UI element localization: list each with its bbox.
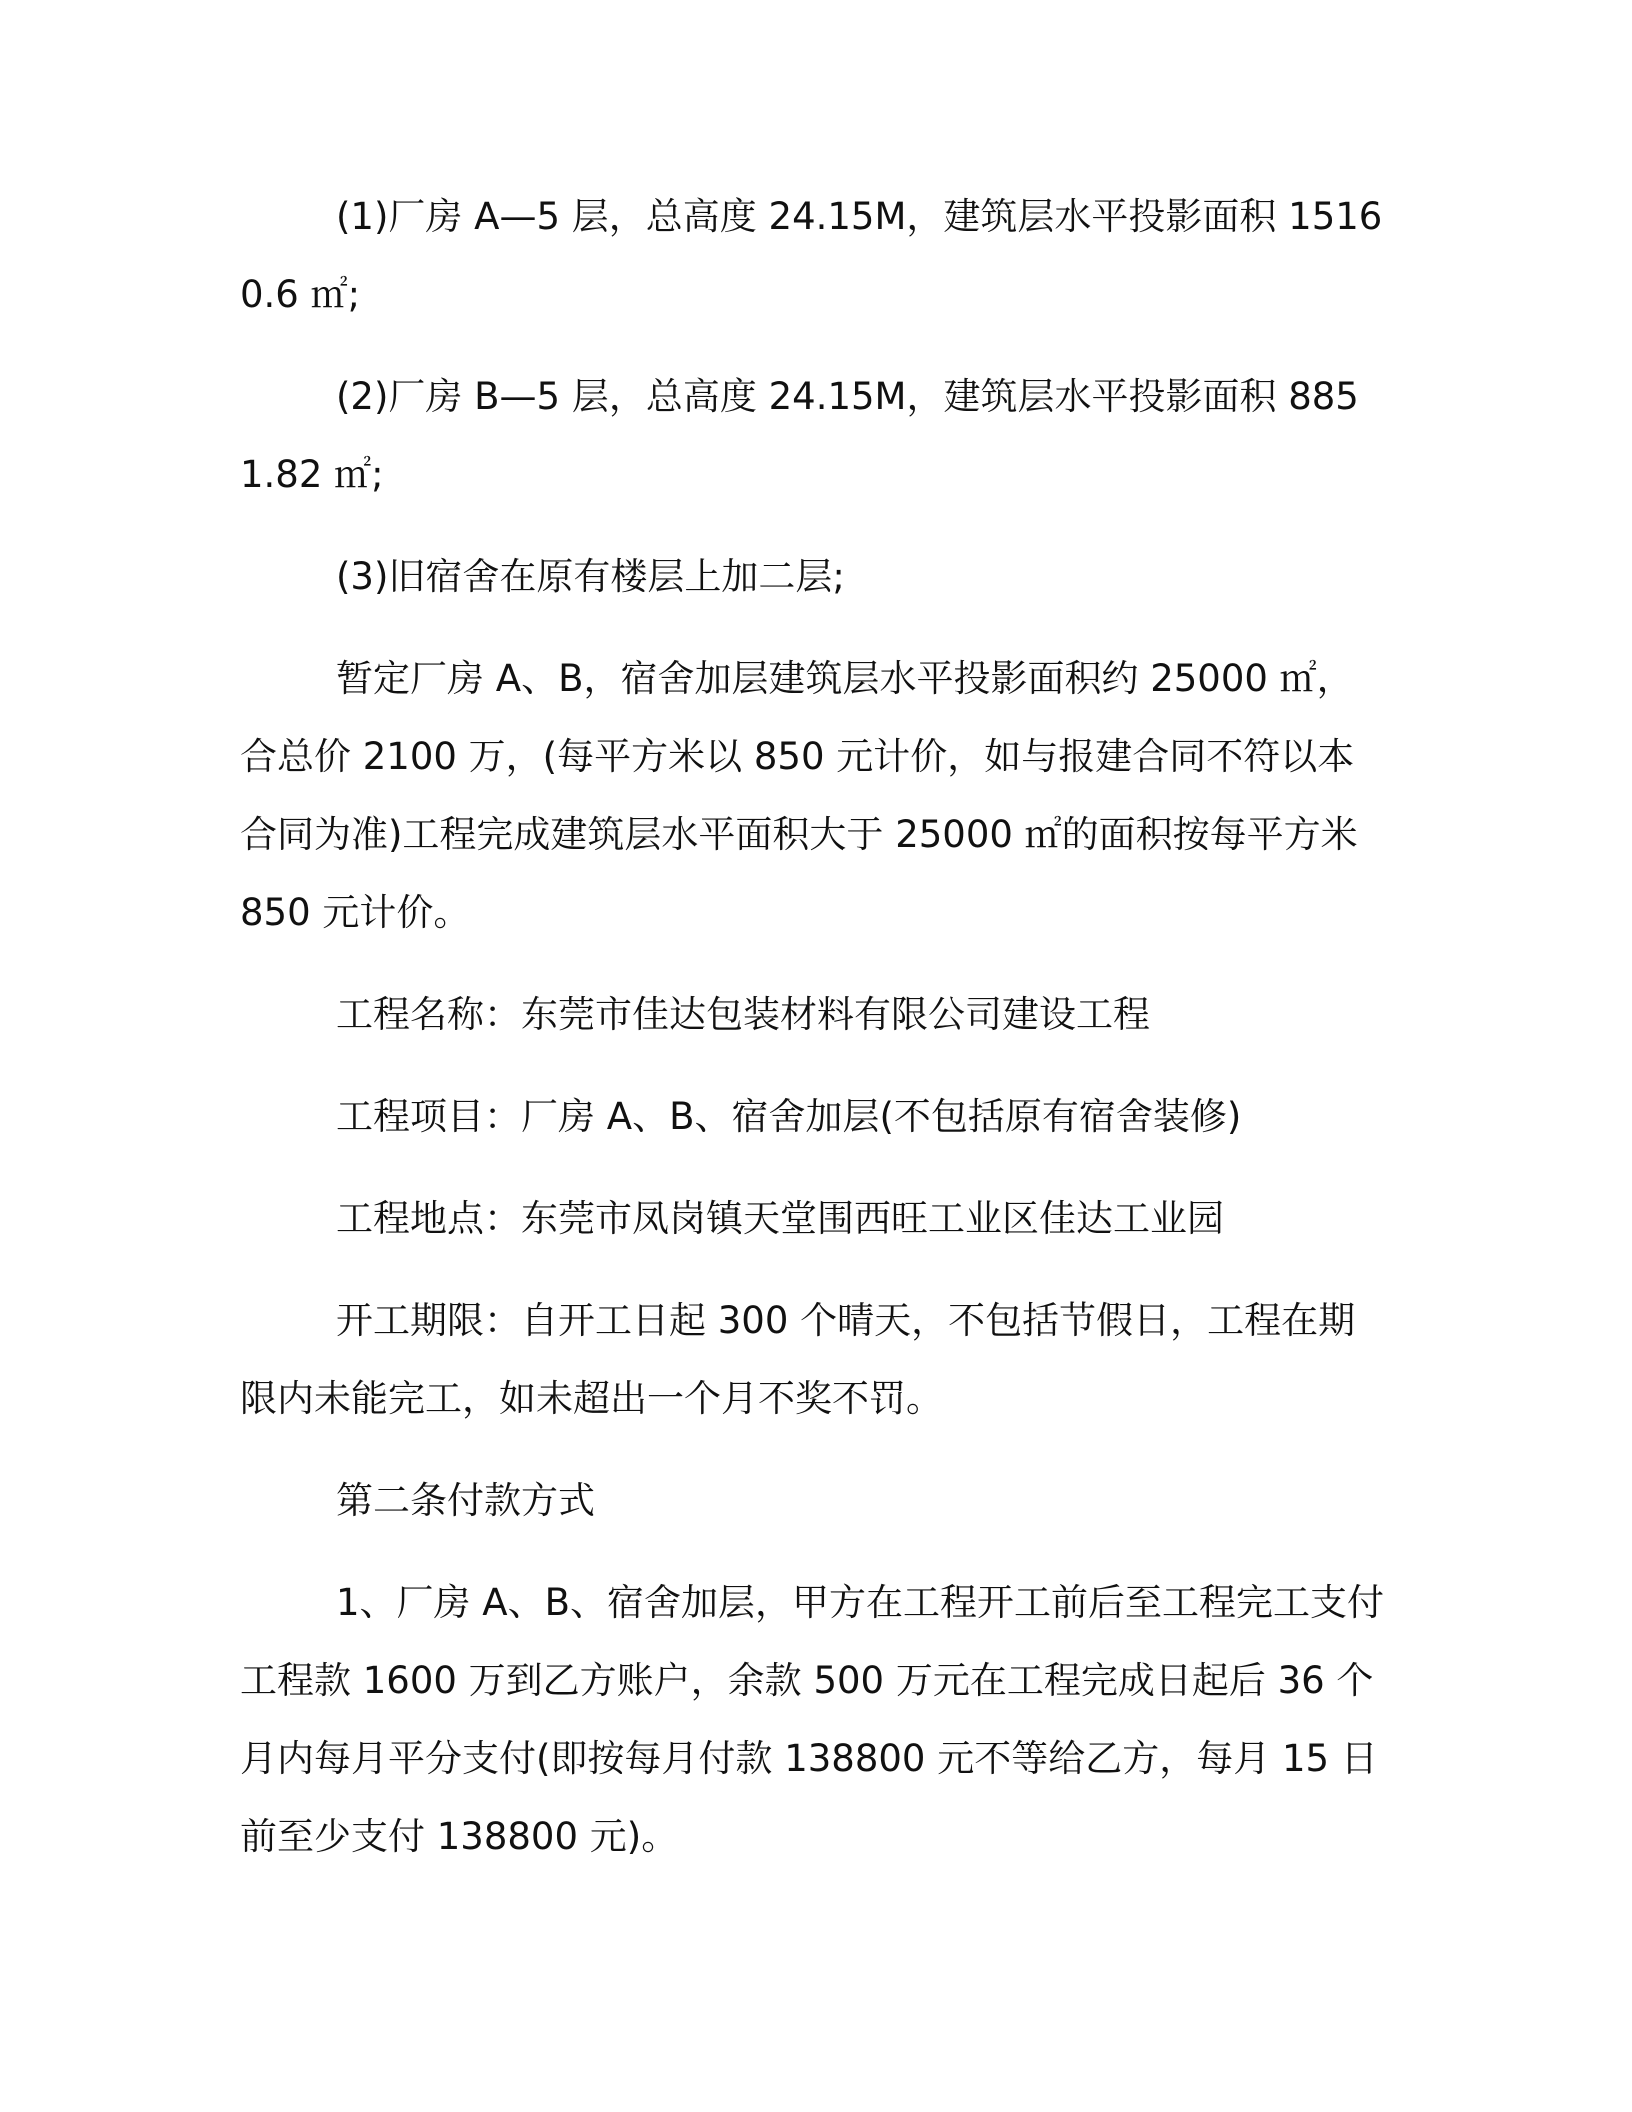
paragraph-factory-a: (1)厂房 A—5 层，总高度 24.15M，建筑层水平投影面积 15160.6 ㎡; [240, 195, 1383, 316]
paragraph-project-name: 工程名称：东莞市佳达包装材料有限公司建设工程 [336, 993, 1150, 1036]
paragraph-construction-period: 开工期限：自开工日起 300 个晴天，不包括节假日，工程在期限内未能完工，如未超出一个月不奖不罚。 [240, 1299, 1356, 1420]
paragraph-project-items: 工程项目：厂房 A、B、宿舍加层(不包括原有宿舍装修) [336, 1095, 1242, 1138]
paragraph-project-location: 工程地点：东莞市凤岗镇天堂围西旺工业区佳达工业园 [336, 1197, 1224, 1240]
paragraph-payment-terms: 1、厂房 A、B、宿舍加层，甲方在工程开工前后至工程完工支付工程款 1600 万到乙方账户，余款 500 万元在工程完成日起后 36 个月内每月平分支付(即按每月付款 138800 元不等给乙方，每月 15 日前至少支付 138800 元)。 [240, 1581, 1384, 1858]
paragraph-factory-b: (2)厂房 B—5 层，总高度 24.15M，建筑层水平投影面积 8851.82 ㎡; [240, 375, 1359, 496]
paragraph-old-dormitory: (3)旧宿舍在原有楼层上加二层; [336, 555, 845, 598]
document-body [240, 178, 1390, 1900]
paragraph-pricing: 暂定厂房 A、B，宿舍加层建筑层水平投影面积约 25000 ㎡，合总价 2100 万，(每平方米以 850 元计价，如与报建合同不符以本合同为准)工程完成建筑层水平面积大于 25000 ㎡的面积按每平方米 850 元计价。 [240, 657, 1358, 934]
section-heading-payment: 第二条付款方式 [336, 1479, 595, 1522]
